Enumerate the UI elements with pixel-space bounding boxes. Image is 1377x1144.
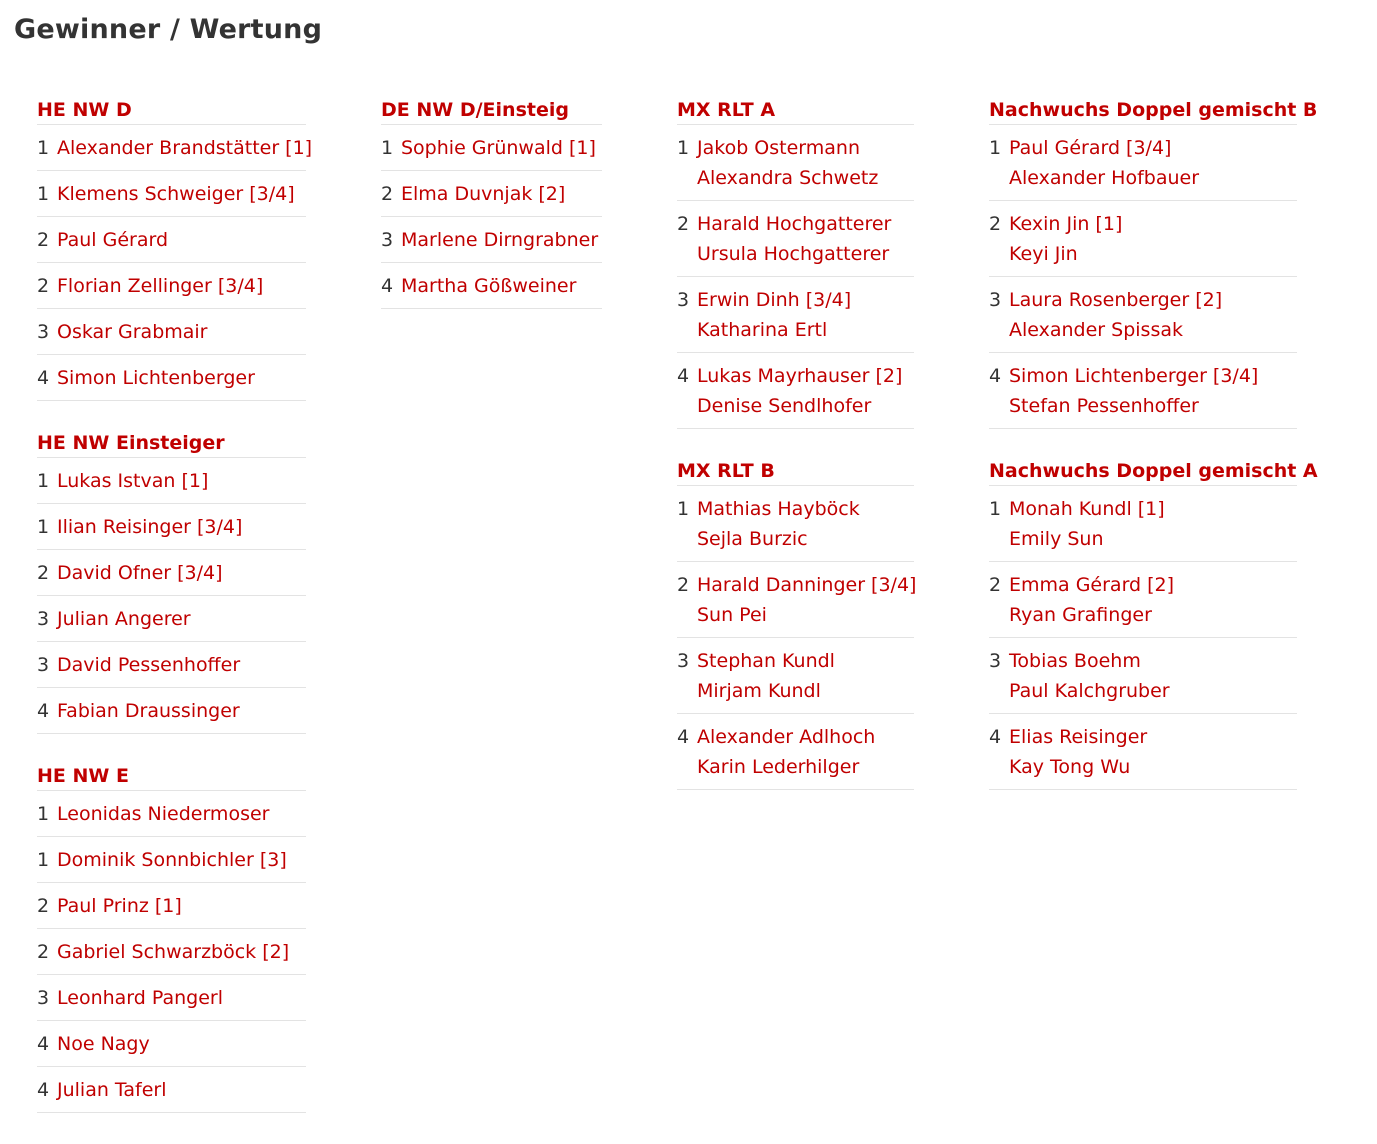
player-link[interactable]: Harald Danninger [3/4] bbox=[697, 574, 917, 596]
player-link[interactable]: Lukas Istvan [1] bbox=[57, 470, 209, 492]
player-list bbox=[57, 650, 306, 680]
player-list bbox=[57, 512, 306, 542]
event-block bbox=[37, 96, 313, 401]
player-link[interactable]: Martha Gößweiner bbox=[401, 275, 577, 297]
player-link[interactable]: David Pessenhoffer bbox=[57, 654, 241, 676]
player-link[interactable]: Ursula Hochgatterer bbox=[697, 243, 890, 265]
player-list bbox=[401, 133, 602, 163]
placement-row bbox=[37, 688, 306, 734]
player-link[interactable]: Oskar Grabmair bbox=[57, 321, 208, 343]
player-link[interactable]: Harald Hochgatterer bbox=[697, 213, 892, 235]
placement-row bbox=[381, 263, 602, 309]
player-link[interactable]: Sun Pei bbox=[697, 604, 767, 626]
player-list bbox=[1009, 133, 1297, 193]
placement-row bbox=[677, 353, 914, 429]
placement-row bbox=[37, 975, 306, 1021]
player-link[interactable]: Mirjam Kundl bbox=[697, 680, 821, 702]
results-column bbox=[677, 96, 917, 818]
player-link[interactable]: Marlene Dirngrabner bbox=[401, 229, 599, 251]
placement-rank: 4 bbox=[677, 726, 690, 748]
placement-rank: 1 bbox=[37, 516, 50, 538]
player-list bbox=[1009, 722, 1297, 782]
player-list bbox=[401, 179, 602, 209]
player-link[interactable]: Florian Zellinger [3/4] bbox=[57, 275, 264, 297]
placement-rank: 4 bbox=[37, 1079, 50, 1101]
player-list bbox=[697, 133, 914, 193]
player-list bbox=[57, 1075, 306, 1105]
player-link[interactable]: Alexander Brandstätter [1] bbox=[57, 137, 313, 159]
placement-rank: 3 bbox=[37, 321, 50, 343]
player-list bbox=[57, 363, 306, 393]
placement-row bbox=[677, 714, 914, 790]
player-link[interactable]: Simon Lichtenberger bbox=[57, 367, 255, 389]
player-list bbox=[57, 983, 306, 1013]
player-list bbox=[697, 570, 916, 630]
player-list bbox=[57, 696, 306, 726]
event-title-link[interactable]: Nachwuchs Doppel gemischt B bbox=[989, 96, 1297, 125]
player-link[interactable]: Julian Angerer bbox=[57, 608, 191, 630]
placement-row bbox=[37, 355, 306, 401]
placement-rank: 2 bbox=[37, 229, 50, 251]
placement-row bbox=[37, 1021, 306, 1067]
placement-rank: 4 bbox=[989, 726, 1002, 748]
player-list bbox=[57, 466, 306, 496]
player-list bbox=[57, 225, 306, 255]
player-link[interactable]: Elias Reisinger bbox=[1009, 726, 1148, 748]
event-block bbox=[677, 96, 914, 429]
player-list bbox=[57, 937, 306, 967]
placement-rank: 3 bbox=[677, 650, 690, 672]
placement-rank: 3 bbox=[989, 650, 1002, 672]
placement-rank: 4 bbox=[37, 700, 50, 722]
player-link[interactable]: Sophie Grünwald [1] bbox=[401, 137, 596, 159]
placement-row bbox=[989, 486, 1297, 562]
player-link[interactable]: Ilian Reisinger [3/4] bbox=[57, 516, 243, 538]
placement-row bbox=[37, 550, 306, 596]
player-link[interactable]: Tobias Boehm bbox=[1009, 650, 1141, 672]
player-link[interactable]: Alexandra Schwetz bbox=[697, 167, 879, 189]
player-list bbox=[57, 317, 306, 347]
player-list bbox=[697, 285, 914, 345]
player-list bbox=[57, 604, 306, 634]
player-link[interactable]: Stefan Pessenhoffer bbox=[1009, 395, 1199, 417]
placement-row bbox=[37, 929, 306, 975]
player-link[interactable]: Simon Lichtenberger [3/4] bbox=[1009, 365, 1259, 387]
player-link[interactable]: Kexin Jin [1] bbox=[1009, 213, 1123, 235]
player-link[interactable]: Dominik Sonnbichler [3] bbox=[57, 849, 287, 871]
player-link[interactable]: Emma Gérard [2] bbox=[1009, 574, 1175, 596]
placement-row bbox=[677, 125, 914, 201]
placement-row bbox=[37, 791, 306, 837]
placement-row bbox=[677, 201, 914, 277]
placement-rank: 4 bbox=[677, 365, 690, 387]
player-link[interactable]: Karin Lederhilger bbox=[697, 756, 860, 778]
placement-row bbox=[989, 562, 1297, 638]
player-list bbox=[697, 646, 914, 706]
player-list bbox=[57, 1029, 306, 1059]
placement-row bbox=[37, 309, 306, 355]
player-list bbox=[401, 225, 602, 255]
player-link[interactable]: Elma Duvnjak [2] bbox=[401, 183, 566, 205]
player-list bbox=[697, 722, 914, 782]
player-list bbox=[1009, 209, 1297, 269]
player-link[interactable]: Gabriel Schwarzböck [2] bbox=[57, 941, 290, 963]
placement-rank: 1 bbox=[381, 137, 394, 159]
results-column bbox=[989, 96, 1318, 818]
placement-rank: 1 bbox=[37, 803, 50, 825]
placement-row bbox=[37, 171, 306, 217]
player-link[interactable]: Paul Gérard [3/4] bbox=[1009, 137, 1172, 159]
player-link[interactable]: Erwin Dinh [3/4] bbox=[697, 289, 852, 311]
placement-rank: 1 bbox=[677, 137, 690, 159]
player-link[interactable]: Katharina Ertl bbox=[697, 319, 828, 341]
player-link[interactable]: David Ofner [3/4] bbox=[57, 562, 223, 584]
placement-row bbox=[37, 1067, 306, 1113]
event-block bbox=[989, 96, 1318, 429]
player-link[interactable]: Sejla Burzic bbox=[697, 528, 808, 550]
placement-row bbox=[381, 217, 602, 263]
placement-rank: 4 bbox=[37, 367, 50, 389]
player-list bbox=[57, 558, 306, 588]
player-link[interactable]: Fabian Draussinger bbox=[57, 700, 240, 722]
event-title-link[interactable]: HE NW Einsteiger bbox=[37, 429, 306, 458]
placement-rank: 2 bbox=[37, 562, 50, 584]
player-link[interactable]: Leonhard Pangerl bbox=[57, 987, 223, 1009]
player-link[interactable]: Alexander Hofbauer bbox=[1009, 167, 1200, 189]
player-list bbox=[697, 209, 914, 269]
event-block bbox=[37, 429, 306, 734]
player-list bbox=[57, 179, 306, 209]
player-link[interactable]: Kay Tong Wu bbox=[1009, 756, 1131, 778]
placement-row bbox=[989, 277, 1297, 353]
placement-row bbox=[37, 642, 306, 688]
placement-row bbox=[677, 638, 914, 714]
placement-rank: 2 bbox=[677, 213, 690, 235]
placement-rank: 1 bbox=[989, 137, 1002, 159]
player-list bbox=[57, 133, 312, 163]
player-list bbox=[401, 271, 602, 301]
player-link[interactable]: Laura Rosenberger [2] bbox=[1009, 289, 1223, 311]
placement-row bbox=[989, 125, 1297, 201]
event-title-link[interactable]: HE NW E bbox=[37, 762, 306, 791]
placement-row bbox=[989, 353, 1297, 429]
player-link[interactable]: Alexander Spissak bbox=[1009, 319, 1184, 341]
placement-rank: 2 bbox=[37, 895, 50, 917]
placement-row bbox=[381, 125, 602, 171]
placement-rank: 1 bbox=[37, 849, 50, 871]
player-list bbox=[57, 845, 306, 875]
placement-rank: 3 bbox=[37, 654, 50, 676]
placement-row bbox=[37, 217, 306, 263]
player-link[interactable]: Paul Prinz [1] bbox=[57, 895, 182, 917]
event-block bbox=[989, 457, 1318, 790]
event-title-link[interactable]: MX RLT A bbox=[677, 96, 914, 125]
player-list bbox=[57, 891, 306, 921]
player-link[interactable]: Mathias Hayböck bbox=[697, 498, 860, 520]
event-title-link[interactable]: DE NW D/Einsteig bbox=[381, 96, 602, 125]
placement-rank: 2 bbox=[989, 574, 1002, 596]
player-link[interactable]: Denise Sendlhofer bbox=[697, 395, 872, 417]
player-link[interactable]: Paul Kalchgruber bbox=[1009, 680, 1170, 702]
placement-rank: 3 bbox=[37, 987, 50, 1009]
event-title-link[interactable]: HE NW D bbox=[37, 96, 306, 125]
placement-rank: 4 bbox=[989, 365, 1002, 387]
player-link[interactable]: Paul Gérard bbox=[57, 229, 169, 251]
placement-row bbox=[37, 837, 306, 883]
placement-row bbox=[37, 125, 313, 171]
player-list bbox=[1009, 494, 1297, 554]
placement-rank: 2 bbox=[989, 213, 1002, 235]
placement-rank: 1 bbox=[677, 498, 690, 520]
placement-row bbox=[677, 562, 917, 638]
player-link[interactable]: Noe Nagy bbox=[57, 1033, 150, 1055]
results-column bbox=[37, 96, 313, 1141]
placement-rank: 1 bbox=[989, 498, 1002, 520]
event-title-link[interactable]: MX RLT B bbox=[677, 457, 914, 486]
player-list bbox=[1009, 570, 1297, 630]
placement-row bbox=[37, 458, 306, 504]
placement-row bbox=[677, 277, 914, 353]
placement-rank: 2 bbox=[381, 183, 394, 205]
player-list bbox=[697, 494, 914, 554]
placement-row bbox=[37, 596, 306, 642]
player-list bbox=[697, 361, 914, 421]
player-list bbox=[57, 271, 306, 301]
placement-row bbox=[381, 171, 602, 217]
placement-row bbox=[989, 714, 1297, 790]
placement-row bbox=[37, 504, 306, 550]
placement-rank: 2 bbox=[37, 941, 50, 963]
placement-rank: 3 bbox=[381, 229, 394, 251]
player-list bbox=[57, 799, 306, 829]
player-list bbox=[1009, 285, 1297, 345]
player-link[interactable]: Emily Sun bbox=[1009, 528, 1104, 550]
player-link[interactable]: Klemens Schweiger [3/4] bbox=[57, 183, 295, 205]
player-link[interactable]: Jakob Ostermann bbox=[697, 137, 861, 159]
player-link[interactable]: Lukas Mayrhauser [2] bbox=[697, 365, 903, 387]
placement-row bbox=[37, 883, 306, 929]
event-block bbox=[677, 457, 917, 790]
event-block bbox=[381, 96, 602, 309]
placement-rank: 3 bbox=[37, 608, 50, 630]
placement-row bbox=[989, 638, 1297, 714]
player-link[interactable]: Alexander Adlhoch bbox=[697, 726, 876, 748]
placement-rank: 2 bbox=[677, 574, 690, 596]
placement-rank: 2 bbox=[37, 275, 50, 297]
player-link[interactable]: Ryan Grafinger bbox=[1009, 604, 1152, 626]
event-title-link[interactable]: Nachwuchs Doppel gemischt A bbox=[989, 457, 1297, 486]
placement-row bbox=[989, 201, 1297, 277]
player-list bbox=[1009, 361, 1297, 421]
placement-rank: 1 bbox=[37, 183, 50, 205]
placement-rank: 3 bbox=[677, 289, 690, 311]
placement-row bbox=[677, 486, 914, 562]
placement-row bbox=[37, 263, 306, 309]
player-link[interactable]: Julian Taferl bbox=[57, 1079, 167, 1101]
placement-rank: 4 bbox=[37, 1033, 50, 1055]
placement-rank: 1 bbox=[37, 470, 50, 492]
event-block bbox=[37, 762, 306, 1113]
placement-rank: 3 bbox=[989, 289, 1002, 311]
results-column bbox=[381, 96, 602, 337]
player-list bbox=[1009, 646, 1297, 706]
player-link[interactable]: Keyi Jin bbox=[1009, 243, 1078, 265]
player-link[interactable]: Leonidas Niedermoser bbox=[57, 803, 270, 825]
player-link[interactable]: Monah Kundl [1] bbox=[1009, 498, 1165, 520]
page-title: Gewinner / Wertung bbox=[14, 14, 323, 45]
placement-rank: 1 bbox=[37, 137, 50, 159]
placement-rank: 4 bbox=[381, 275, 394, 297]
player-link[interactable]: Stephan Kundl bbox=[697, 650, 835, 672]
